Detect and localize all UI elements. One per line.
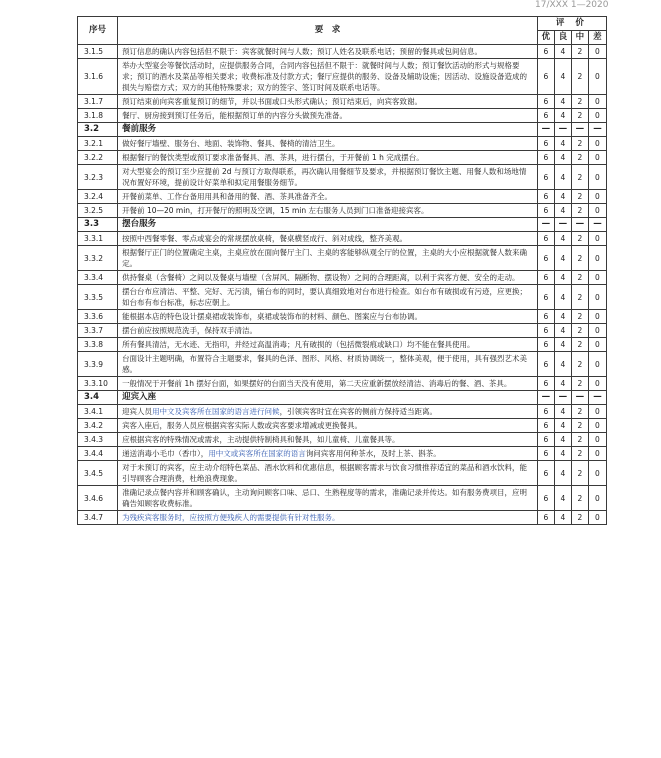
score-cell: 6	[537, 324, 554, 338]
score-dash: —	[571, 218, 588, 232]
score-cell: 0	[588, 324, 606, 338]
section-row	[78, 391, 607, 405]
score-cell: 6	[537, 377, 554, 391]
score-cell: 0	[588, 352, 606, 377]
score-cell: 4	[554, 419, 571, 433]
score-cell: 6	[537, 338, 554, 352]
score-cell: 0	[588, 433, 606, 447]
section-row	[78, 218, 607, 232]
header-no: 序号	[78, 17, 118, 45]
score-cell: 6	[537, 447, 554, 461]
highlighted-text: 用中文及宾客所在国家的语言进行问候	[152, 407, 280, 416]
score-cell: 6	[537, 419, 554, 433]
evaluation-table	[77, 16, 607, 525]
table-row	[78, 246, 607, 271]
requirement-text: 根据餐厅的餐饮类型或预订要求准备餐具、酒、茶具，进行摆台，于开餐前 1 h 完成摆台。	[118, 151, 538, 165]
row-number: 3.2.4	[78, 190, 118, 204]
score-cell: 2	[571, 232, 588, 246]
row-number: 3.3	[78, 218, 118, 232]
table-row	[78, 433, 607, 447]
score-cell: 2	[571, 204, 588, 218]
table-row	[78, 204, 607, 218]
score-cell: 2	[571, 433, 588, 447]
score-cell: 0	[588, 285, 606, 310]
score-cell: 2	[571, 405, 588, 419]
score-cell: 2	[571, 461, 588, 486]
table-row	[78, 271, 607, 285]
score-cell: 4	[554, 310, 571, 324]
score-cell: 4	[554, 165, 571, 190]
score-cell: 0	[588, 190, 606, 204]
score-dash: —	[537, 218, 554, 232]
score-cell: 0	[588, 405, 606, 419]
table-row	[78, 377, 607, 391]
table-row	[78, 405, 607, 419]
row-number: 3.4	[78, 391, 118, 405]
row-number: 3.4.3	[78, 433, 118, 447]
score-dash: —	[588, 123, 606, 137]
score-cell: 4	[554, 486, 571, 511]
score-cell: 0	[588, 137, 606, 151]
section-title: 迎宾入座	[118, 391, 538, 405]
table-row	[78, 232, 607, 246]
score-cell: 2	[571, 447, 588, 461]
table-row	[78, 447, 607, 461]
requirement-text: 台面设计主题明确，布置符合主题要求，餐具的色泽、图形、风格、材质协调统一，整体美观，便于使用，具有强烈艺术美感。	[118, 352, 538, 377]
score-cell: 4	[554, 190, 571, 204]
table-row	[78, 419, 607, 433]
table-row	[78, 324, 607, 338]
score-cell: 0	[588, 165, 606, 190]
row-number: 3.4.2	[78, 419, 118, 433]
score-cell: 0	[588, 377, 606, 391]
row-number: 3.1.5	[78, 45, 118, 59]
requirement-text: 开餐前菜单、工作台备用用具和备用的餐、酒、茶具准备齐全。	[118, 190, 538, 204]
score-cell: 4	[554, 511, 571, 525]
score-cell: 0	[588, 486, 606, 511]
score-cell: 4	[554, 352, 571, 377]
score-cell: 2	[571, 59, 588, 95]
table-row	[78, 338, 607, 352]
score-cell: 6	[537, 190, 554, 204]
score-cell: 0	[588, 204, 606, 218]
score-cell: 2	[571, 352, 588, 377]
table-row	[78, 310, 607, 324]
score-dash: —	[554, 391, 571, 405]
row-number: 3.3.7	[78, 324, 118, 338]
score-cell: 0	[588, 246, 606, 271]
table-row	[78, 165, 607, 190]
row-number: 3.3.8	[78, 338, 118, 352]
score-cell: 0	[588, 151, 606, 165]
score-cell: 4	[554, 246, 571, 271]
table-row	[78, 511, 607, 525]
score-cell: 6	[537, 352, 554, 377]
score-cell: 0	[588, 59, 606, 95]
score-cell: 2	[571, 271, 588, 285]
requirement-text: 所有餐具清洁，无水迹、无指印，并经过高温消毒；凡有破损的（包括微裂痕或缺口）均不能在餐具使用。	[118, 338, 538, 352]
requirement-text: 能根据本店的特色设计摆桌裙或装饰布，桌裙或装饰布的材料、颜色、图案应与台布协调。	[118, 310, 538, 324]
row-number: 3.3.1	[78, 232, 118, 246]
score-cell: 4	[554, 405, 571, 419]
score-dash: —	[537, 391, 554, 405]
requirement-text: 餐厅、厨房接到预订任务后，能根据预订单的内容分头做预先准备。	[118, 109, 538, 123]
score-cell: 0	[588, 109, 606, 123]
header-grade-poor: 差	[588, 31, 606, 45]
table-row	[78, 137, 607, 151]
score-cell: 4	[554, 151, 571, 165]
row-number: 3.4.1	[78, 405, 118, 419]
score-cell: 4	[554, 324, 571, 338]
score-cell: 6	[537, 511, 554, 525]
score-cell: 2	[571, 310, 588, 324]
row-number: 3.4.6	[78, 486, 118, 511]
score-cell: 6	[537, 486, 554, 511]
score-cell: 0	[588, 461, 606, 486]
score-cell: 2	[571, 511, 588, 525]
score-cell: 6	[537, 45, 554, 59]
score-cell: 6	[537, 246, 554, 271]
header-eval: 评 价	[537, 17, 606, 31]
row-number: 3.3.6	[78, 310, 118, 324]
table-body	[78, 45, 607, 525]
score-cell: 2	[571, 95, 588, 109]
score-cell: 0	[588, 419, 606, 433]
score-dash: —	[588, 218, 606, 232]
row-number: 3.1.8	[78, 109, 118, 123]
score-cell: 6	[537, 165, 554, 190]
table-row	[78, 486, 607, 511]
score-cell: 4	[554, 137, 571, 151]
score-cell: 2	[571, 165, 588, 190]
requirement-text: 摆台台布应清洁、平整、完好、无污渍，铺台布的同时，要认真细致地对台布进行检查。如台布有破损或有污迹，应更换；如台布有布台标准，标志应朝上。	[118, 285, 538, 310]
score-cell: 4	[554, 377, 571, 391]
row-number: 3.3.4	[78, 271, 118, 285]
score-cell: 6	[537, 151, 554, 165]
table-row	[78, 461, 607, 486]
score-cell: 4	[554, 45, 571, 59]
requirement-text: 对大型宴会的预订至少应提前 2d 与预订方取得联系，再次确认用餐细节及要求，并根据预订餐饮主题、用餐人数和场地情况布置好环境，提前设计好菜单和拟定用餐服务细节。	[118, 165, 538, 190]
row-number: 3.4.7	[78, 511, 118, 525]
table-row	[78, 352, 607, 377]
section-row	[78, 123, 607, 137]
table-row	[78, 95, 607, 109]
requirement-text: 准确记录点餐内容并和顾客确认，主动询问顾客口味、忌口、生熟程度等的需求，准确记录并传达。如有服务费项目，应明确告知顾客收费标准。	[118, 486, 538, 511]
requirement-text: 递送消毒小毛巾（香巾），用中文或宾客所在国家的语言询问宾客用何种茶水，及时上茶、斟茶。	[118, 447, 538, 461]
score-cell: 0	[588, 447, 606, 461]
score-cell: 4	[554, 271, 571, 285]
score-cell: 6	[537, 232, 554, 246]
requirement-text: 开餐前 10—20 min，打开餐厅的照明及空调，15 min 左右服务人员到门口准备迎接宾客。	[118, 204, 538, 218]
score-cell: 6	[537, 285, 554, 310]
score-cell: 4	[554, 109, 571, 123]
score-cell: 2	[571, 419, 588, 433]
score-cell: 6	[537, 95, 554, 109]
score-dash: —	[554, 218, 571, 232]
score-cell: 2	[571, 324, 588, 338]
table-row	[78, 190, 607, 204]
requirement-text: 按照中西餐零餐、零点或宴会的常规摆放桌椅，餐桌横竖成行、斜对成线，整齐美观。	[118, 232, 538, 246]
header-requirement: 要 求	[118, 17, 538, 45]
row-number: 3.1.7	[78, 95, 118, 109]
score-cell: 2	[571, 137, 588, 151]
row-number: 3.2.1	[78, 137, 118, 151]
row-number: 3.3.5	[78, 285, 118, 310]
score-cell: 4	[554, 433, 571, 447]
score-cell: 2	[571, 338, 588, 352]
table-row	[78, 109, 607, 123]
requirement-text: 对于未预订的宾客，应主动介绍特色菜品、酒水饮料和优惠信息，根据顾客需求与饮食习惯推荐适宜的菜品和酒水饮料，能引导顾客合理消费，杜绝浪费现象。	[118, 461, 538, 486]
score-cell: 6	[537, 59, 554, 95]
score-cell: 6	[537, 405, 554, 419]
score-cell: 6	[537, 137, 554, 151]
requirement-text: 一般情况于开餐前 1h 摆好台面，如果摆好的台面当天没有使用，第二天应重新摆放经清洁、消毒后的餐、酒、茶具。	[118, 377, 538, 391]
score-cell: 0	[588, 310, 606, 324]
score-cell: 2	[571, 190, 588, 204]
row-number: 3.2.5	[78, 204, 118, 218]
table-row	[78, 59, 607, 95]
requirement-text: 预订结束前向宾客重复预订的细节，并以书面或口头形式确认；预订结束后，向宾客致谢。	[118, 95, 538, 109]
score-cell: 0	[588, 95, 606, 109]
section-title: 餐前服务	[118, 123, 538, 137]
requirement-text: 做好餐厅墙壁、服务台、地面、装饰物、餐具、餐椅的清洁卫生。	[118, 137, 538, 151]
table-row	[78, 45, 607, 59]
score-cell: 6	[537, 433, 554, 447]
requirement-text: 供持餐桌（含餐椅）之间以及餐桌与墙壁（含屏风、隔断物、摆设物）之间的合理距离，以利于宾客方便、安全的走动。	[118, 271, 538, 285]
score-cell: 0	[588, 232, 606, 246]
score-cell: 0	[588, 338, 606, 352]
header-grade-good: 良	[554, 31, 571, 45]
requirement-text: 迎宾人员用中文及宾客所在国家的语言进行问候，引领宾客时宜在宾客的侧前方保持适当距离。	[118, 405, 538, 419]
row-number: 3.4.5	[78, 461, 118, 486]
page-header-code: 17/XXX 1—2020	[535, 0, 609, 10]
score-cell: 4	[554, 59, 571, 95]
row-number: 3.3.9	[78, 352, 118, 377]
score-cell: 4	[554, 338, 571, 352]
score-cell: 4	[554, 95, 571, 109]
score-cell: 2	[571, 151, 588, 165]
requirement-text: 举办大型宴会等餐饮活动时，应提供服务合同，合同内容包括但不限于：就餐时间与人数；预订餐饮活动的形式与规格要求；预订的酒水及菜品等相关要求；收费标准及付款方式；餐厅应提供的服务、设备及辅助设施；因活动、设施设备造成的损失与赔偿方式；双方的其他特殊要求；双方的签字、签订时间及联系电话等。	[118, 59, 538, 95]
score-dash: —	[571, 391, 588, 405]
requirement-text: 应根据宾客的特殊情况或需求，主动提供特制椅具和餐具，如儿童椅、儿童餐具等。	[118, 433, 538, 447]
requirement-text: 根据餐厅正门的位置确定主桌，主桌应放在面向餐厅主门、主桌的客能够纵观全厅的位置，主桌的大小应根据就餐人数来确定。	[118, 246, 538, 271]
row-number: 3.1.6	[78, 59, 118, 95]
score-cell: 2	[571, 486, 588, 511]
score-dash: —	[554, 123, 571, 137]
row-number: 3.4.4	[78, 447, 118, 461]
score-cell: 4	[554, 461, 571, 486]
score-cell: 2	[571, 45, 588, 59]
score-cell: 0	[588, 271, 606, 285]
header-grade-medium: 中	[571, 31, 588, 45]
score-cell: 6	[537, 271, 554, 285]
score-cell: 6	[537, 461, 554, 486]
score-cell: 4	[554, 285, 571, 310]
row-number: 3.2	[78, 123, 118, 137]
score-cell: 4	[554, 232, 571, 246]
score-cell: 2	[571, 246, 588, 271]
row-number: 3.2.2	[78, 151, 118, 165]
requirement-text: 预订信息的确认内容包括但不限于：宾客就餐时间与人数；预订人姓名及联系电话；预留的餐具或包间信息。	[118, 45, 538, 59]
score-cell: 0	[588, 45, 606, 59]
score-cell: 4	[554, 447, 571, 461]
score-dash: —	[537, 123, 554, 137]
section-title: 摆台服务	[118, 218, 538, 232]
table-row	[78, 285, 607, 310]
row-number: 3.3.10	[78, 377, 118, 391]
row-number: 3.3.2	[78, 246, 118, 271]
score-cell: 0	[588, 511, 606, 525]
row-number: 3.2.3	[78, 165, 118, 190]
score-dash: —	[588, 391, 606, 405]
requirement-text: 宾客入座后，服务人员应根据宾客实际人数或宾客要求增减或更换餐具。	[118, 419, 538, 433]
score-dash: —	[571, 123, 588, 137]
highlighted-text: 用中文或宾客所在国家的语言	[208, 449, 306, 458]
score-cell: 6	[537, 310, 554, 324]
requirement-text: 摆台前应按照规范洗手，保持双手清洁。	[118, 324, 538, 338]
score-cell: 2	[571, 109, 588, 123]
score-cell: 6	[537, 109, 554, 123]
score-cell: 2	[571, 377, 588, 391]
score-cell: 6	[537, 204, 554, 218]
score-cell: 2	[571, 285, 588, 310]
score-cell: 4	[554, 204, 571, 218]
header-grade-excellent: 优	[537, 31, 554, 45]
requirement-text: 为残疾宾客服务时，应按照方便残疾人的需要提供有针对性服务。	[118, 511, 538, 525]
table-row	[78, 151, 607, 165]
